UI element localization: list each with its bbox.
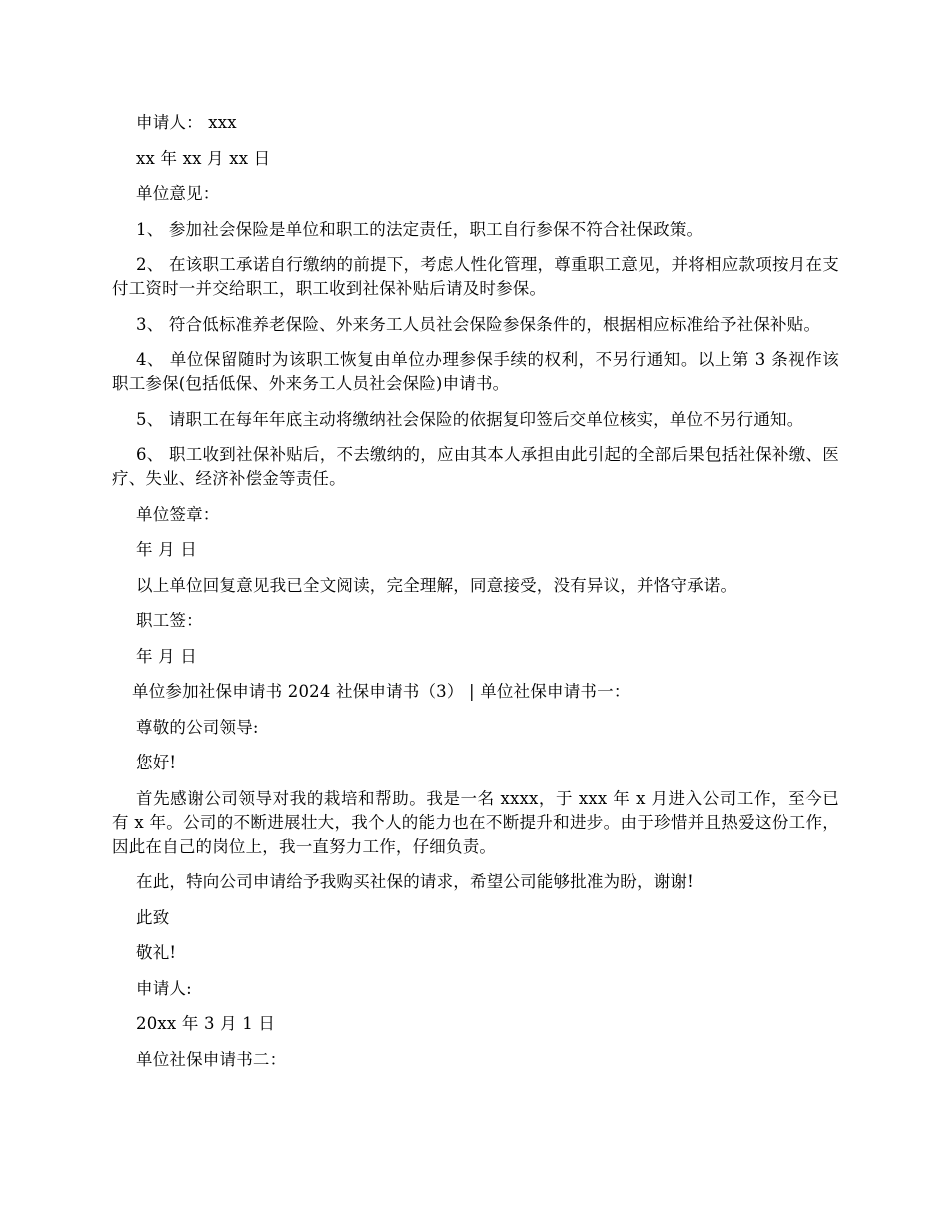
letter-applicant-line: 申请人:: [136, 978, 192, 998]
closing-line-1: 此致: [136, 907, 170, 927]
second-letter-title: 单位社保申请书二：: [136, 1049, 287, 1069]
greeting: 您好!: [136, 753, 177, 772]
opinion-item-3: 3、 符合低标准养老保险、外来务工人员社会保险参保条件的，根据相应标准给予社保补贴。: [136, 314, 821, 334]
employee-date-line: 年 月 日: [136, 646, 197, 666]
unit-seal-line: 单位签章：: [136, 504, 220, 524]
opinion-item-5: 5、 请职工在每年年底主动将缴纳社会保险的依据复印签后交单位核实，单位不另行通知。: [136, 409, 804, 429]
applicant-line: 申请人： xxx: [136, 113, 237, 132]
date-line: xx 年 xx 月 xx 日: [136, 148, 271, 168]
opinion-item-1: 1、 参加社会保险是单位和职工的法定责任，职工自行参保不符合社保政策。: [136, 219, 704, 239]
section-title: 单位参加社保申请书 2024 社保申请书（3） | 单位社保申请书一：: [132, 682, 631, 701]
letter-date-line: 20xx 年 3 月 1 日: [136, 1014, 276, 1033]
unit-opinion-heading: 单位意见：: [136, 184, 220, 203]
letter-body-paragraph: 首先感谢公司领导对我的栽培和帮助。我是一名 xxxx，于 xxx 年 x 月进入公司工作，至今已有 x 年。公司的不断进展壮大，我个人的能力也在不断提升和进步。由于珍惜并且热爱这份工作，因此在自己的岗位上，我一直努力工作，仔细负责。: [112, 788, 839, 856]
salutation: 尊敬的公司领导:: [136, 717, 259, 737]
employee-signature-line: 职工签：: [136, 611, 203, 630]
opinion-item-2: 2、 在该职工承诺自行缴纳的前提下，考虑人性化管理，尊重职工意见，并将相应款项按月在支付工资时一并交给职工，职工收到社保补贴后请及时参保。: [112, 255, 839, 298]
opinion-item-4: 4、 单位保留随时为该职工恢复由单位办理参保手续的权利，不另行通知。以上第 3 条视作该职工参保(包括低保、外来务工人员社会保险)申请书。: [112, 350, 839, 393]
document-body: [112, 111, 839, 1083]
letter-request-paragraph: 在此，特向公司申请给予我购买社保的请求，希望公司能够批准为盼，谢谢!: [136, 872, 694, 891]
unit-date-line: 年 月 日: [136, 540, 197, 559]
employee-acknowledgement: 以上单位回复意见我已全文阅读，完全理解，同意接受，没有异议，并恪守承诺。: [136, 575, 738, 595]
opinion-item-6: 6、 职工收到社保补贴后，不去缴纳的，应由其本人承担由此引起的全部后果包括社保补缴、医疗、失业、经济补偿金等责任。: [112, 445, 839, 488]
closing-line-2: 敬礼!: [136, 943, 177, 962]
